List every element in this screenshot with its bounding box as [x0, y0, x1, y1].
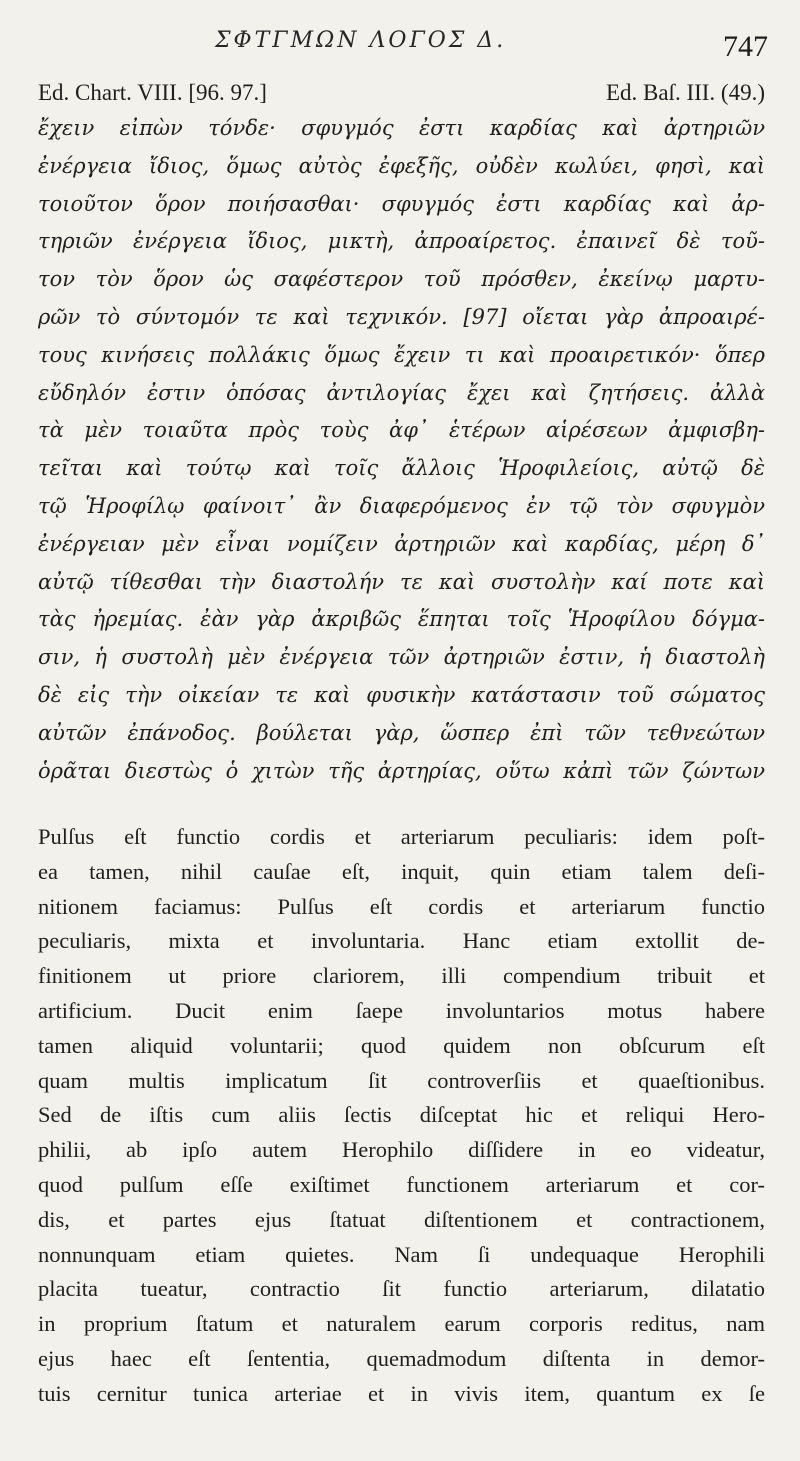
greek-text-line: αὐτῷ τίθεσθαι τὴν διαστολήν τε καὶ συστολὴν καί ποτε καὶ — [38, 569, 765, 594]
page-number: 747 — [723, 30, 768, 63]
greek-text-line: ρῶν τὸ σύντομόν τε καὶ τεχνικόν. [97] οἴεται γὰρ ἀπροαιρέ- — [38, 304, 765, 329]
greek-text-line: δὲ εἰς τὴν οἰκείαν τε καὶ φυσικὴν κατάστασιν τοῦ σώματος — [38, 682, 765, 707]
running-head — [0, 22, 800, 62]
latin-text-block — [38, 820, 765, 1412]
greek-text-line: τηριῶν ἐνέργεια ἴδιος, μικτὴ, ἀπροαίρετος. ἐπαινεῖ δὲ τοῦ- — [38, 229, 765, 254]
latin-text-line: nonnunquam etiam quietes. Nam ſi undequaque Herophili — [38, 1241, 765, 1267]
latin-text-line: Sed de iſtis cum aliis ſectis diſceptat hic et reliqui Hero- — [38, 1102, 765, 1128]
greek-text-line: ἐνέργεια ἴδιος, ὅμως αὐτὸς ἐφεξῆς, οὐδὲν κωλύει, φησὶ, καὶ — [38, 153, 765, 178]
greek-text-line: ἔχειν εἰπὼν τόνδε· σφυγμός ἐστι καρδίας καὶ ἀρτηριῶν — [38, 116, 765, 140]
greek-text-block — [38, 110, 765, 790]
latin-text-line: ea tamen, nihil cauſae eſt, inquit, quin etiam talem deſi- — [38, 858, 765, 884]
latin-text-line: philii, ab ipſo autem Herophilo diſſidere in eo videatur, — [38, 1137, 765, 1163]
greek-text-line: τους κινήσεις πολλάκις ὅμως ἔχειν τι καὶ προαιρετικόν· ὅπερ — [38, 342, 765, 367]
greek-text-line: τῷ Ἡροφίλῳ φαίνοιτ᾽ ἂν διαφερόμενος ἐν τῷ τὸν σφυγμὸν — [38, 493, 765, 518]
latin-text-line: tamen aliquid voluntarii; quod quidem non obſcurum eſt — [38, 1032, 765, 1058]
greek-text-line: τεῖται καὶ τούτῳ καὶ τοῖς ἄλλοις Ἡροφιλείοις, αὐτῷ δὲ — [38, 456, 765, 481]
greek-text-line: τον τὸν ὅρον ὡς σαφέστερον τοῦ πρόσθεν, ἐκείνῳ μαρτυ- — [38, 267, 765, 292]
edition-reference-basel: Ed. Baſ. III. (49.) — [605, 80, 765, 105]
latin-text-line: dis, et partes ejus ſtatuat diſtentionem et contractionem, — [38, 1206, 765, 1232]
latin-text-line: nitionem faciamus: Pulſus eſt cordis et arteriarum functio — [38, 893, 765, 919]
running-title: ΣΦΤΓΜΩΝ ΛΟΓΟΣ Δ. — [215, 28, 507, 53]
latin-text-line: quam multis implicatum ſit controverſiis et quaeſtionibus. — [38, 1067, 765, 1093]
greek-text-line: αὐτῶν ἐπάνοδος. βούλεται γὰρ, ὥσπερ ἐπὶ τῶν τεθνεώτων — [38, 720, 765, 745]
greek-text-line: ὁρᾶται διεστὼς ὁ χιτὼν τῆς ἀρτηρίας, οὕτω κἀπὶ τῶν ζώντων — [38, 758, 765, 783]
latin-text-line: quod pulſum eſſe exiſtimet functionem arteriarum et cor- — [38, 1171, 765, 1197]
greek-text-line: τὰς ἠρεμίας. ἐὰν γὰρ ἀκριβῶς ἕπηται τοῖς Ἡροφίλου δόγμα- — [38, 607, 765, 632]
greek-text-line: σιν, ἡ συστολὴ μὲν ἐνέργεια τῶν ἀρτηριῶν ἐστιν, ἡ διαστολὴ — [38, 645, 765, 670]
latin-text-line: ejus haec eſt ſententia, quemadmodum diſtenta in demor- — [38, 1345, 765, 1371]
greek-text-line: ἐνέργειαν μὲν εἶναι νομίζειν ἀρτηριῶν καὶ καρδίας, μέρη δ᾽ — [38, 531, 765, 556]
greek-text-line: εὔδηλόν ἐστιν ὁπόσας ἀντιλογίας ἔχει καὶ ζητήσεις. ἀλλὰ — [38, 380, 765, 405]
greek-text-line: τοιοῦτον ὅρον ποιήσασθαι· σφυγμός ἐστι καρδίας καὶ ἀρ- — [38, 191, 765, 216]
latin-text-line: artificium. Ducit enim ſaepe involuntarios motus habere — [38, 997, 765, 1023]
latin-text-line: Pulſus eſt functio cordis et arteriarum peculiaris: idem poſt- — [38, 824, 765, 849]
edition-reference-line — [38, 80, 765, 112]
latin-text-line: finitionem ut priore clariorem, illi compendium tribuit et — [38, 963, 765, 989]
latin-text-line: peculiaris, mixta et involuntaria. Hanc etiam extollit de- — [38, 928, 765, 954]
edition-reference-chartier: Ed. Chart. VIII. [96. 97.] — [38, 80, 267, 105]
latin-text-line: in proprium ſtatum et naturalem earum corporis reditus, nam — [38, 1311, 765, 1337]
latin-text-line: tuis cernitur tunica arteriae et in vivis item, quantum ex ſe — [38, 1380, 765, 1406]
latin-text-line: placita tueatur, contractio ſit functio arteriarum, dilatatio — [38, 1276, 765, 1302]
greek-text-line: τὰ μὲν τοιαῦτα πρὸς τοὺς ἀφ᾽ ἑτέρων αἱρέσεων ἀμφισβη- — [38, 418, 765, 443]
